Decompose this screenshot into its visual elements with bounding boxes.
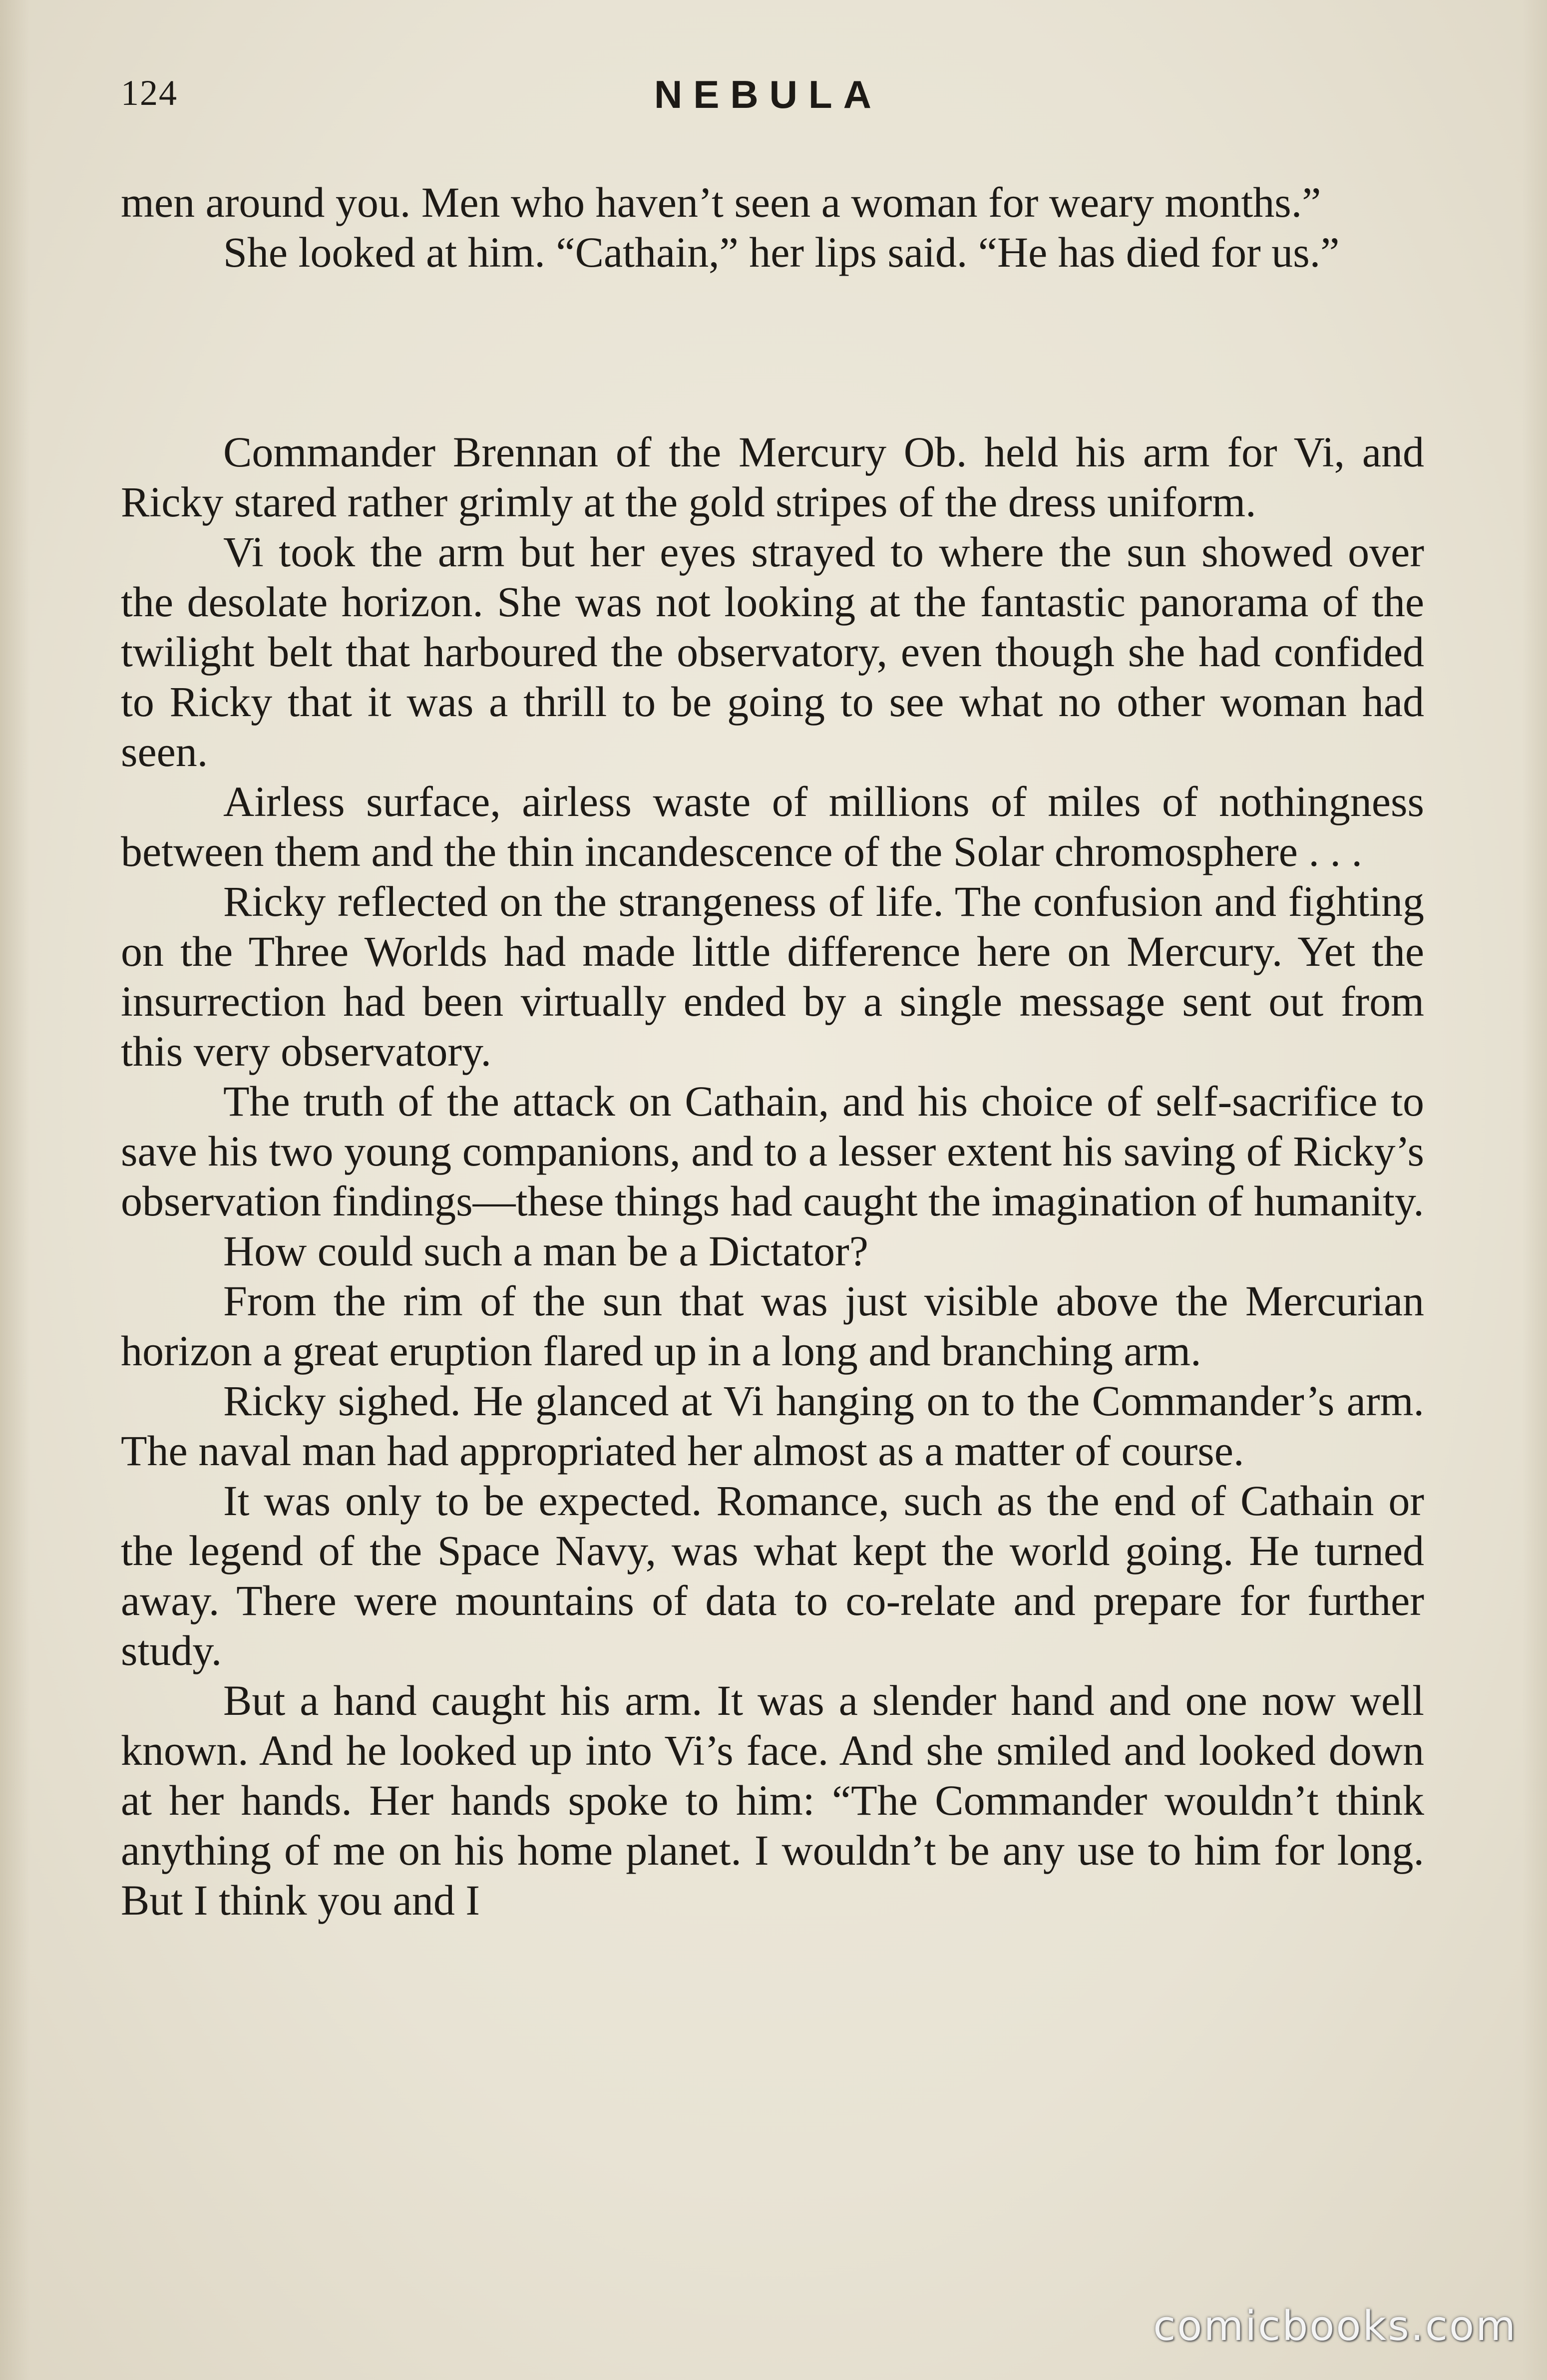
paragraph-9: From the rim of the sun that was just visible above the Mercurian horizon a great eruption flared up in a long and branching arm.: [121, 1277, 1424, 1375]
paragraph-4: Vi took the arm but her eyes strayed to where the sun showed over the desolate horizon. She was not looking at the fantastic panorama of the twilight belt that harboured the observatory, even though she had confided to Ricky that it was a thrill to be going to see what no other woman had seen.: [121, 528, 1424, 776]
running-head-title: NEBULA: [654, 72, 882, 116]
paragraph-10: Ricky sighed. He glanced at Vi hanging on to the Commander’s arm. The naval man had appropriated her almost as a matter of course.: [121, 1377, 1424, 1475]
section-break: [121, 277, 1424, 427]
paragraph-3: Commander Brennan of the Mercury Ob. held his arm for Vi, and Ricky stared rather grimly at the gold stripes of the dress uniform.: [121, 428, 1424, 526]
paragraph-1: men around you. Men who haven’t seen a woman for weary months.”: [121, 178, 1321, 226]
watermark-logo: comicbooks.com: [1153, 2303, 1517, 2350]
paragraph-12: But a hand caught his arm. It was a slender hand and one now well known. And he looked up into Vi’s face. And she smiled and looked down at her hands. Her hands spoke to him: “The Commander wouldn’t think anything of me on his home planet. I wouldn’t be any use to him for long. But I think you and I: [121, 1676, 1424, 1924]
paragraph-8: How could such a man be a Dictator?: [223, 1227, 868, 1275]
page-edge-shadow-right: [1522, 0, 1547, 2380]
paragraph-5: Airless surface, airless waste of millions of miles of nothingness between them and the thin incandescence of the Solar chromosphere . . .: [121, 778, 1424, 875]
page-number: 124: [121, 73, 178, 113]
paragraph-6: Ricky reflected on the strangeness of life. The confusion and fighting on the Three Worlds had made little difference here on Mercury. Yet the insurrection had been virtually ended by a single message sent out from this very observatory.: [121, 877, 1424, 1075]
body-text: [121, 177, 1424, 1925]
paragraph-2: She looked at him. “Cathain,” her lips said. “He has died for us.”: [223, 228, 1340, 276]
paragraph-11: It was only to be expected. Romance, such as the end of Cathain or the legend of the Space Navy, was what kept the world going. He turned away. There were mountains of data to co-relate and prepare for further study.: [121, 1477, 1424, 1674]
paragraph-7: The truth of the attack on Cathain, and his choice of self-sacrifice to save his two young companions, and to a lesser extent his saving of Ricky’s observation findings—these things had caught the imagination of humanity.: [121, 1077, 1424, 1225]
page-edge-shadow-left: [0, 0, 30, 2380]
